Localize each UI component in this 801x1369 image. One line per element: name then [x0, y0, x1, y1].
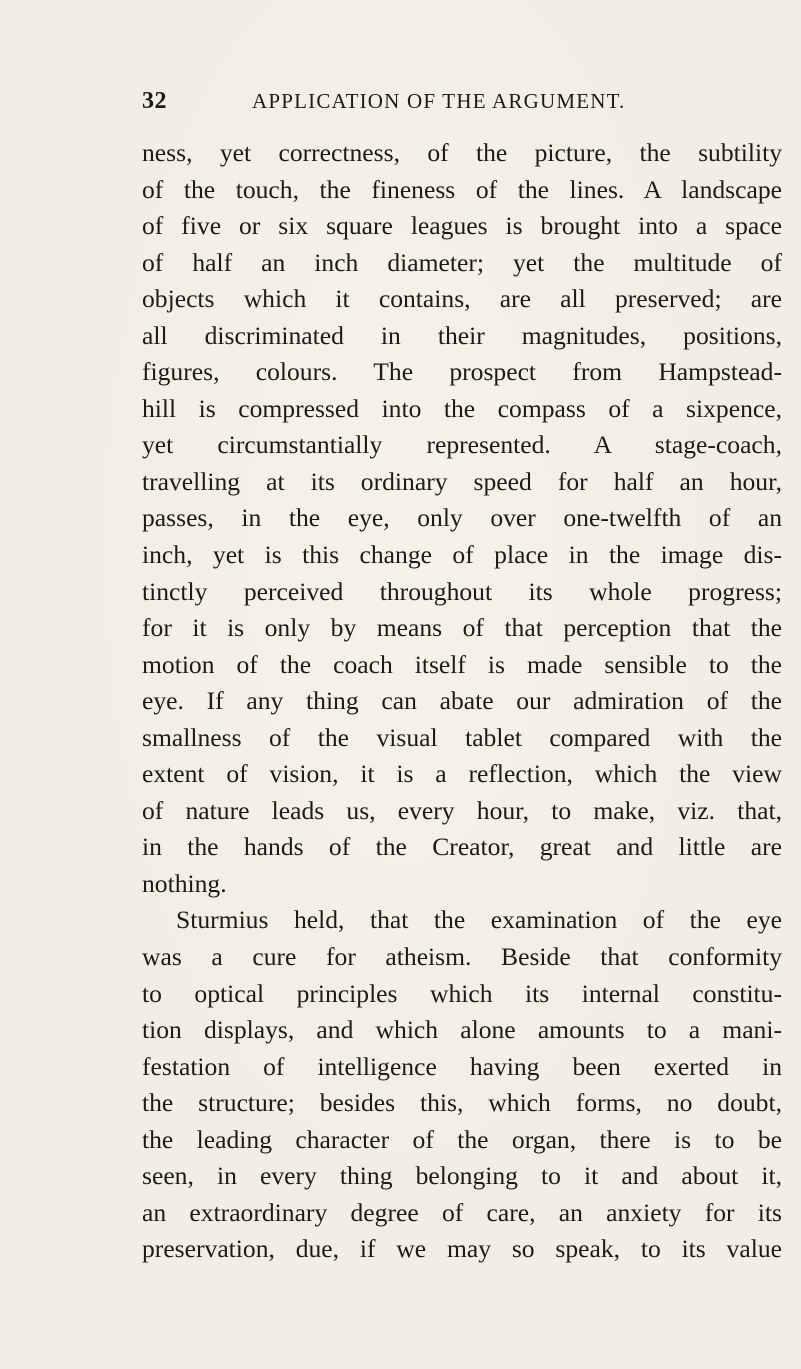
running-title: APPLICATION OF THE ARGUMENT. — [252, 89, 626, 113]
text-line: figures, colours. The prospect from Hampstead- — [142, 357, 782, 387]
text-line: ness, yet correctness, of the picture, the subtility — [142, 138, 782, 167]
text-line: of half an inch diameter; yet the multitude of — [142, 247, 782, 277]
text-line: tion displays, and which alone amounts to a mani- — [142, 1015, 782, 1045]
text-line-paragraph-end: nothing. — [142, 868, 227, 898]
text-line: hill is compressed into the compass of a sixpence, — [142, 393, 782, 423]
text-line: motion of the coach itself is made sensible to the — [142, 649, 782, 679]
text-line: inch, yet is this change of place in the image dis- — [142, 540, 782, 570]
text-line: festation of intelligence having been exerted in — [142, 1051, 782, 1081]
text-line: all discriminated in their magnitudes, positions, — [142, 320, 782, 350]
text-line: passes, in the eye, only over one-twelfth of an — [142, 503, 782, 533]
text-line: to optical principles which its internal constitu- — [142, 978, 782, 1008]
text-line: of nature leads us, every hour, to make, viz. that, — [142, 795, 782, 825]
text-line: tinctly perceived throughout its whole progress; — [142, 576, 782, 606]
body-text — [142, 135, 782, 1268]
text-line: the structure; besides this, which forms, no doubt, — [142, 1088, 782, 1118]
text-line: eye. If any thing can abate our admiration of the — [142, 686, 782, 716]
text-line: yet circumstantially represented. A stage-coach, — [142, 430, 782, 460]
text-line: objects which it contains, are all preserved; are — [142, 284, 782, 314]
text-line: travelling at its ordinary speed for half an hour, — [142, 466, 782, 496]
text-line: preservation, due, if we may so speak, to its value — [142, 1234, 782, 1264]
text-line: of five or six square leagues is brought into a space — [142, 211, 782, 241]
page-number: 32 — [142, 88, 167, 114]
text-line-paragraph-start: Sturmius held, that the examination of the eye — [176, 905, 782, 935]
text-line: extent of vision, it is a reflection, which the view — [142, 759, 782, 789]
text-line: in the hands of the Creator, great and little are — [142, 832, 782, 862]
text-line: for it is only by means of that perception that the — [142, 613, 782, 643]
text-line: an extraordinary degree of care, an anxiety for its — [142, 1197, 782, 1227]
text-line: the leading character of the organ, there is to be — [142, 1124, 782, 1154]
text-line: smallness of the visual tablet compared with the — [142, 722, 782, 752]
text-line: was a cure for atheism. Beside that conformity — [142, 942, 782, 972]
running-head — [142, 88, 702, 122]
text-line: of the touch, the fineness of the lines. A landscape — [142, 174, 782, 204]
text-line: seen, in every thing belonging to it and about it, — [142, 1161, 782, 1191]
